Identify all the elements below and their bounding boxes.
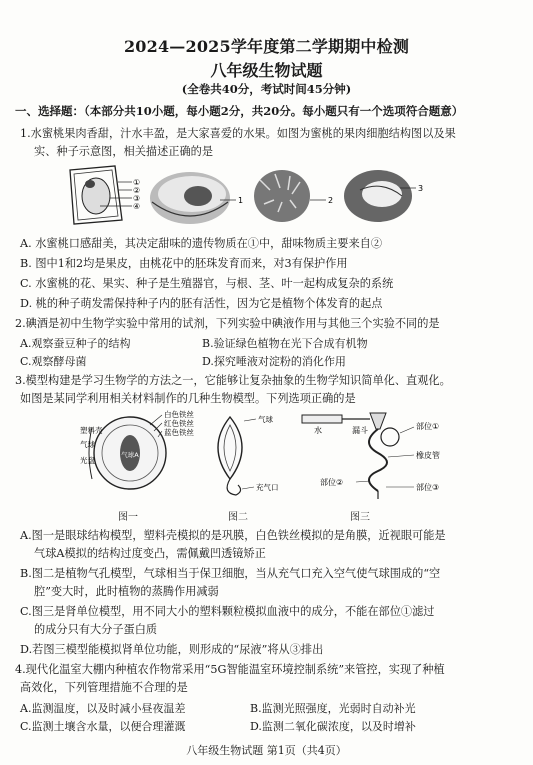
- exam-info: (全卷共40分，考试时间45分钟): [181, 82, 352, 96]
- q4-stem-line1: 4.现代化温室大棚内种植农作物常采用“5G智能温室环境控制系统”来管控，实现了种植: [15, 663, 445, 676]
- label-3: 3: [418, 184, 424, 193]
- fig1-label-plastic: 塑料壳: [80, 426, 103, 435]
- exam-title: 2024—2025学年度第二学期期中检测: [123, 37, 410, 56]
- q3-option-b-line2[interactable]: 腔”变大时，此时植物的蒸腾作用减弱: [34, 585, 219, 598]
- fig3-label-part2: 部位②: [320, 478, 344, 487]
- q3-option-d[interactable]: D.若图三模型能模拟肾单位功能，则形成的“尿液”将从③排出: [20, 643, 324, 656]
- stoma-model: [218, 417, 242, 495]
- caption-figure-3: 图三: [350, 512, 370, 523]
- fig3-label-funnel: 漏斗: [352, 426, 368, 435]
- q3-option-c-line1[interactable]: C.图三是肾单位模型，用不同大小的塑料颗粒模拟血液中的成分，不能在部位①滤过: [20, 605, 435, 618]
- q1-option-b[interactable]: B. 图中1和2均是果皮，由桃花中的胚珠发育而来，对3有保护作用: [20, 257, 348, 270]
- q2-option-c[interactable]: C.观察酵母菌: [20, 355, 87, 368]
- peach-pit-image: [254, 170, 310, 222]
- fig3-label-water: 水: [314, 426, 322, 435]
- q4-option-b[interactable]: B.监测光照强度，光弱时自动补光: [250, 702, 416, 715]
- fig2-label-balloon: 气球: [258, 415, 273, 424]
- caption-figure-2: 图二: [228, 512, 248, 523]
- q2-option-a[interactable]: A.观察蚕豆种子的结构: [20, 337, 131, 350]
- fig1-label-disc: 光盘: [80, 456, 95, 465]
- q2-option-d[interactable]: D.探究唾液对淀粉的消化作用: [202, 355, 346, 368]
- label-1: 1: [238, 196, 244, 205]
- page-footer: 八年级生物试题 第1页（共4页）: [186, 744, 347, 757]
- label-circle-2: ②: [133, 186, 141, 195]
- fig3-label-rubber-tube: 橡皮管: [416, 451, 440, 460]
- q1-option-a[interactable]: A. 水蜜桃口感甜美，其决定甜味的遗传物质在①中，甜味物质主要来自②: [20, 237, 383, 250]
- caption-figure-1: 图一: [118, 512, 138, 523]
- fig3-label-part3: 部位③: [416, 483, 440, 492]
- q4-option-c[interactable]: C.监测土壤含水量，以便合理灌溉: [20, 720, 186, 733]
- q3-stem-line1: 3.模型构建是学习生物学的方法之一，它能够让复杂抽象的生物学知识简单化、直观化。: [15, 374, 451, 387]
- q3-figures: [30, 407, 490, 505]
- fig1-label-balloon: 气球: [80, 440, 95, 449]
- q4-option-a[interactable]: A.监测温度，以及时减小昼夜温差: [20, 702, 186, 715]
- peach-fruit-image: [150, 172, 230, 224]
- fig1-label-white-wire: 白色铁丝: [164, 410, 194, 419]
- fig1-label-balloon-a: 气球A: [121, 451, 139, 459]
- q3-stem-line2: 如图是某同学利用相关材料制作的几种生物模型。下列选项正确的是: [20, 392, 356, 405]
- q3-option-b-line1[interactable]: B.图二是植物气孔模型，气球相当于保卫细胞，当从充气口充入空气使气球围成的“空: [20, 567, 441, 580]
- q1-option-d[interactable]: D. 桃的种子萌发需保持种子内的胚有活性，因为它是植物个体发育的起点: [20, 297, 383, 310]
- label-circle-1: ①: [133, 178, 141, 187]
- peach-cell-diagram: [70, 166, 132, 224]
- fig1-label-red-wire: 红色铁丝: [164, 419, 194, 428]
- q3-option-c-line2[interactable]: 的成分只有大分子蛋白质: [34, 623, 158, 636]
- q1-stem-line2: 实、种子示意图，相关描述正确的是: [34, 145, 214, 158]
- label-circle-3: ③: [133, 194, 141, 203]
- exam-subtitle: 八年级生物试题: [210, 61, 323, 80]
- q4-option-d[interactable]: D.监测二氧化碳浓度，以及时增补: [250, 720, 416, 733]
- label-circle-4: ④: [133, 202, 141, 211]
- fig2-label-inlet: 充气口: [256, 483, 279, 492]
- q4-stem-line2: 高效化，下列管理措施不合理的是: [20, 681, 188, 694]
- q3-option-a-line1[interactable]: A.图一是眼球结构模型，塑料壳模拟的是巩膜，白色铁丝模拟的是角膜，近视眼可能是: [20, 529, 446, 542]
- peach-seed-image: [344, 170, 412, 222]
- q3-option-a-line2[interactable]: 气球A模拟的结构过度变凸，需佩戴凹透镜矫正: [34, 547, 266, 560]
- q2-stem: 2.碘酒是初中生物学实验中常用的试剂，下列实验中碘液作用与其他三个实验不同的是: [15, 317, 440, 330]
- q1-stem-line1: 1.水蜜桃果肉香甜，汁水丰盈，是大家喜爱的水果。如图为蜜桃的果肉细胞结构图以及果: [20, 127, 456, 140]
- label-2: 2: [328, 196, 334, 205]
- fig1-label-blue-wire: 蓝色铁丝: [164, 428, 194, 437]
- q1-option-c[interactable]: C. 水蜜桃的花、果实、种子是生殖器官，与根、茎、叶一起构成复杂的系统: [20, 277, 394, 290]
- q1-figure: [60, 160, 480, 230]
- section-heading: 一、选择题：（本部分共10小题，每小题2分，共20分。每小题只有一个选项符合题意）: [15, 104, 464, 118]
- q2-option-b[interactable]: B.验证绿色植物在光下合成有机物: [202, 337, 368, 350]
- fig3-label-part1: 部位①: [416, 422, 440, 431]
